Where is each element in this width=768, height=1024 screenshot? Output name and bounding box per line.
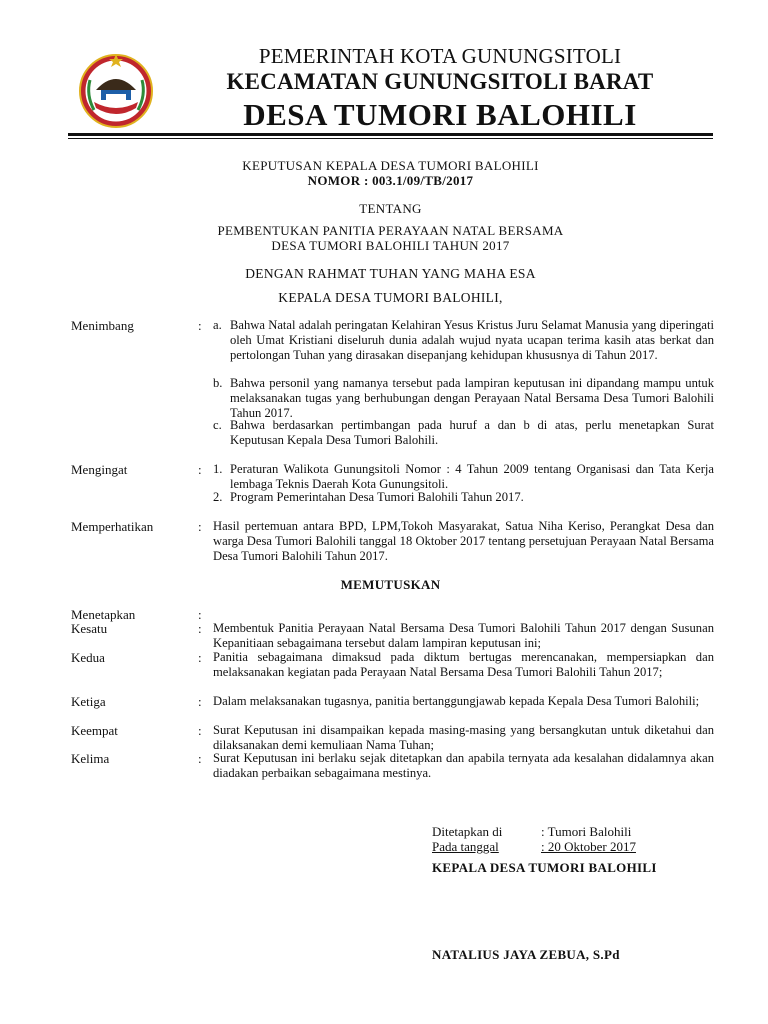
menimbang-item-c: Bahwa berdasarkan pertimbangan pada huruf a dan b di atas, perlu menetapkan Surat Keputusan Kepala Desa Tumori Balohili.: [230, 418, 714, 447]
subject-line-1: PEMBENTUKAN PANITIA PERAYAAN NATAL BERSAMA: [217, 223, 564, 238]
place-label: Ditetapkan di: [432, 824, 503, 839]
colon: :: [198, 694, 202, 709]
ketiga-label: Ketiga: [71, 694, 106, 709]
menimbang-label: Menimbang: [71, 318, 134, 333]
date-label: Pada tanggal: [432, 839, 499, 854]
keempat-text: Surat Keputusan ini disampaikan kepada masing-masing yang bersangkutan untuk diketahui dan dilaksanakan demi kemuliaan Nama Tuhan;: [213, 723, 714, 752]
decree-subject: [68, 223, 713, 253]
colon: :: [198, 519, 202, 534]
kesatu-text: Membentuk Panitia Perayaan Natal Bersama Desa Tumori Balohili Tahun 2017 dengan Susunan Kepanitiaan sebagaimana tersebut dalam lampiran keputusan ini;: [213, 621, 714, 650]
mengingat-label: Mengingat: [71, 462, 128, 477]
list-marker: 2.: [213, 490, 223, 504]
ketiga-text: Dalam melaksanakan tugasnya, panitia bertanggungjawab kepada Kepala Desa Tumori Balohili;: [213, 694, 700, 708]
list-marker: b.: [213, 376, 223, 390]
colon: :: [198, 621, 202, 636]
colon: :: [198, 751, 202, 766]
list-marker: a.: [213, 318, 222, 332]
date-value: : 20 Oktober 2017: [541, 839, 636, 854]
list-marker: 1.: [213, 462, 223, 476]
letterhead-village: DESA TUMORI BALOHILI: [243, 97, 637, 132]
letterhead-district: KECAMATAN GUNUNGSITOLI BARAT: [226, 69, 654, 94]
colon: :: [198, 462, 202, 477]
subject-line-2: DESA TUMORI BALOHILI TAHUN 2017: [271, 238, 510, 253]
header-divider: [68, 133, 713, 136]
decree-number: NOMOR : 003.1/09/TB/2017: [307, 173, 474, 188]
memutuskan-heading: MEMUTUSKAN: [340, 577, 441, 592]
menimbang-item-a: Bahwa Natal adalah peringatan Kelahiran Yesus Kristus Juru Selamat Manusia yang diperingati oleh Umat Kristiani diseluruh dunia adalah wujud nyata ucapan terima kasih atas berkat dan pertolongan Tuhan yang dirasakan disepanjang kehidupan khususnya di Tahun 2017.: [230, 318, 714, 362]
menetapkan-label: Menetapkan: [71, 607, 136, 622]
mengingat-item-1: Peraturan Walikota Gunungsitoli Nomor : 4 Tahun 2009 tentang Organisasi dan Tata Kerja lembaga Teknis Daerah Kota Gunungsitoli.: [230, 462, 714, 491]
signatory-name: NATALIUS JAYA ZEBUA, S.Pd: [432, 947, 620, 962]
kedua-label: Kedua: [71, 650, 105, 665]
signatory-title: KEPALA DESA TUMORI BALOHILI: [432, 860, 657, 875]
decree-title: [68, 158, 713, 188]
about-heading: TENTANG: [359, 201, 422, 216]
memperhatikan-label: Memperhatikan: [71, 519, 154, 534]
mengingat-item-2: Program Pemerintahan Desa Tumori Balohili Tahun 2017.: [230, 490, 524, 504]
colon: :: [198, 723, 202, 738]
letterhead: [160, 44, 720, 135]
keempat-label: Keempat: [71, 723, 118, 738]
memperhatikan-text: Hasil pertemuan antara BPD, LPM,Tokoh Masyarakat, Satua Niha Keriso, Perangkat Desa dan warga Desa Tumori Balohili tanggal 18 Oktober 2017 tentang persetujuan Perayaan Natal Bersama Desa Tumori Balohili Tahun 2017.: [213, 519, 714, 563]
colon: :: [198, 318, 202, 333]
decree-heading: KEPUTUSAN KEPALA DESA TUMORI BALOHILI: [242, 158, 539, 173]
list-marker: c.: [213, 418, 222, 432]
menimbang-item-b: Bahwa personil yang namanya tersebut pada lampiran keputusan ini dipandang mampu untuk melaksanakan tugas yang berhubungan dengan Perayaan Natal Bersama Desa Tumori Balohili Tahun 2017.: [230, 376, 714, 420]
colon: :: [198, 650, 202, 665]
header-divider-thin: [68, 138, 713, 139]
kelima-text: Surat Keputusan ini berlaku sejak ditetapkan dan apabila ternyata ada kesalahan didalamnya akan diadakan perbaikan sebagaimana mestinya.: [213, 751, 714, 780]
kedua-text: Panitia sebagaimana dimaksud pada diktum bertugas merencanakan, mempersiapkan dan melaksanakan kegiatan pada Perayaan Natal Bersama Desa Tumori Balohili Tahun 2017;: [213, 650, 714, 679]
letterhead-government: PEMERINTAH KOTA GUNUNGSITOLI: [258, 44, 622, 68]
grace-line: DENGAN RAHMAT TUHAN YANG MAHA ESA: [245, 266, 536, 281]
kelima-label: Kelima: [71, 751, 110, 766]
kesatu-label: Kesatu: [71, 621, 108, 636]
city-emblem-icon: [76, 50, 156, 130]
place-value: : Tumori Balohili: [541, 824, 632, 839]
colon: :: [198, 607, 202, 622]
village-head-line: KEPALA DESA TUMORI BALOHILI,: [278, 290, 503, 305]
